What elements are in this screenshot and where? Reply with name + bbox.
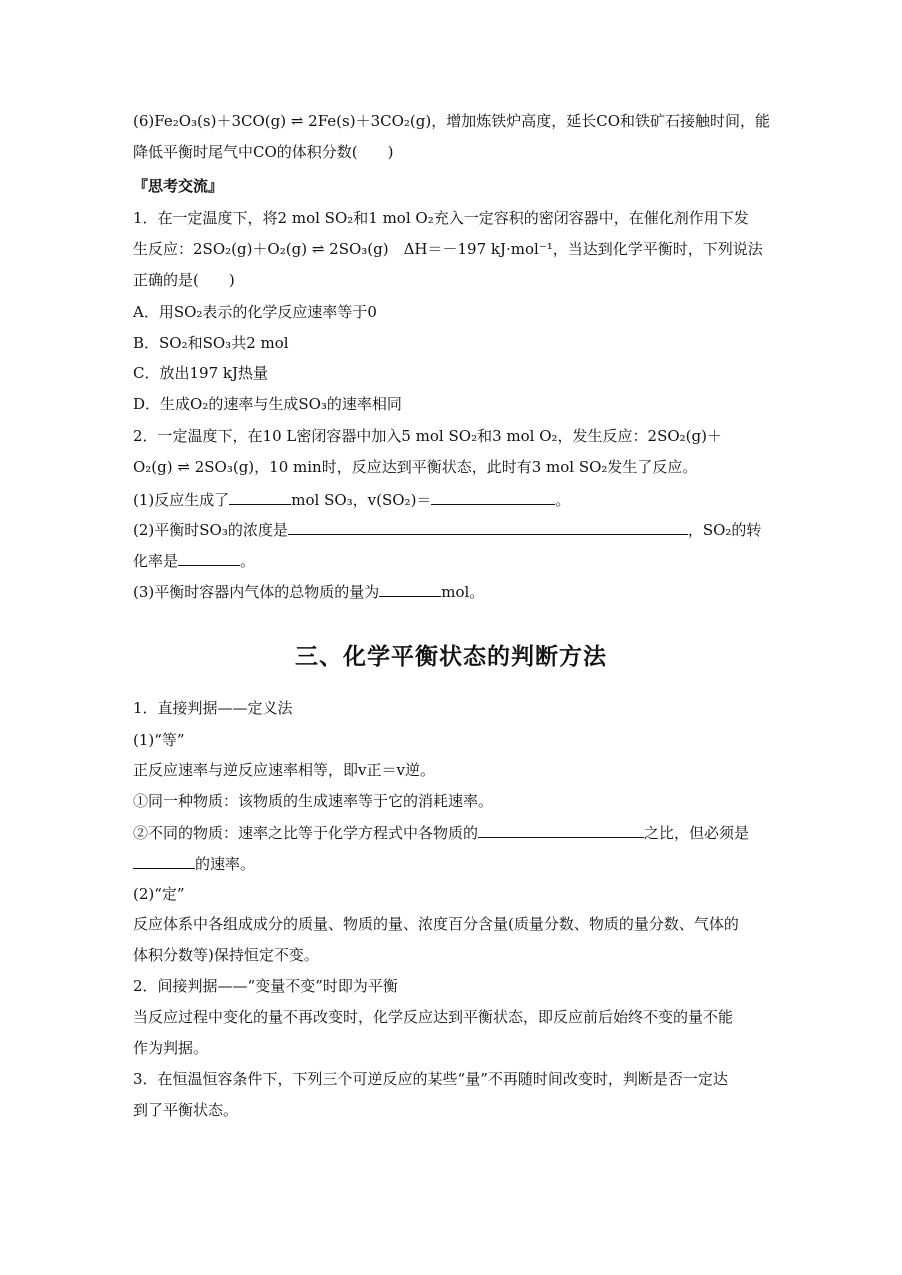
- option-d: D．生成O₂的速率与生成SO₃的速率相同: [133, 395, 402, 413]
- criterion-1-point-1: ①同一种物质：该物质的生成速率等于它的消耗速率。: [133, 792, 494, 810]
- q2-2b-end: 。: [240, 552, 256, 570]
- item-6-line-2: 降低平衡时尾气中CO的体积分数( ): [133, 143, 394, 161]
- answer-blank[interactable]: [478, 821, 644, 838]
- option-c: C．放出197 kJ热量: [133, 364, 268, 382]
- q2-1-end: 。: [555, 491, 571, 509]
- section-heading: 三、化学平衡状态的判断方法: [295, 644, 607, 670]
- question-1-line-3: 正确的是( ): [133, 271, 235, 289]
- answer-blank[interactable]: [379, 580, 441, 597]
- q2-1-prefix: (1)反应生成了: [133, 491, 230, 509]
- question-1-line-1: 1．在一定温度下，将2 mol SO₂和1 mol O₂充入一定容积的密闭容器中，在催化剂作用下发: [133, 209, 749, 227]
- criterion-1-sub-2: (2)“定”: [133, 885, 185, 903]
- criterion-1-point-2-cont: [133, 852, 773, 874]
- answer-blank[interactable]: [431, 488, 555, 505]
- answer-blank[interactable]: [178, 549, 240, 566]
- criterion-1-point-2: [133, 821, 773, 843]
- criterion-1-title: 1．直接判据——定义法: [133, 699, 293, 717]
- criterion-1-text-2b: 体积分数等)保持恒定不变。: [133, 946, 319, 964]
- question-2-part-3: [133, 580, 773, 602]
- q2-2-prefix: (2)平衡时SO₃的浓度是: [133, 521, 288, 539]
- criterion-3-text-b: 到了平衡状态。: [133, 1101, 239, 1119]
- criterion-2-title: 2．间接判据——“变量不变”时即为平衡: [133, 977, 398, 995]
- q2-3-end: mol。: [441, 583, 485, 601]
- question-2-line-2: O₂(g) ⇌ 2SO₃(g)，10 min时，反应达到平衡状态，此时有3 mol SO₂发生了反应。: [133, 458, 698, 476]
- question-2-part-1: [133, 488, 773, 510]
- criterion-3-text-a: 3．在恒温恒容条件下，下列三个可逆反应的某些“量”不再随时间改变时，判断是否一定达: [133, 1070, 728, 1088]
- section-think-title: 『思考交流』: [133, 177, 224, 195]
- criterion-1-sub-1: (1)“等”: [133, 731, 185, 749]
- point-2-cont-end: 的速率。: [195, 855, 256, 873]
- question-2-part-2-cont: [133, 549, 773, 571]
- q2-2-end: ，SO₂的转: [687, 521, 762, 539]
- criterion-1-text-2a: 反应体系中各组成成分的质量、物质的量、浓度百分含量(质量分数、物质的量分数、气体的: [133, 915, 739, 933]
- option-a: A．用SO₂表示的化学反应速率等于0: [133, 303, 377, 321]
- q2-2b-prefix: 化率是: [133, 552, 179, 570]
- answer-blank[interactable]: [133, 852, 195, 869]
- answer-blank[interactable]: [288, 518, 688, 535]
- answer-blank[interactable]: [229, 488, 291, 505]
- question-2-line-1: 2．一定温度下，在10 L密闭容器中加入5 mol SO₂和3 mol O₂，发生反应：2SO₂(g)＋: [133, 427, 722, 445]
- q2-1-middle: mol SO₃，v(SO₂)＝: [291, 491, 432, 509]
- point-2-prefix: ②不同的物质：速率之比等于化学方程式中各物质的: [133, 824, 479, 842]
- q2-3-prefix: (3)平衡时容器内气体的总物质的量为: [133, 583, 380, 601]
- point-2-end: 之比，但必须是: [644, 824, 750, 842]
- question-1-line-2: 生反应：2SO₂(g)＋O₂(g) ⇌ 2SO₃(g) ΔH＝－197 kJ·mol⁻¹，当达到化学平衡时，下列说法: [133, 240, 763, 258]
- question-2-part-2: [133, 518, 773, 540]
- item-6-line-1: (6)Fe₂O₃(s)＋3CO(g) ⇌ 2Fe(s)＋3CO₂(g)，增加炼铁炉高度，延长CO和铁矿石接触时间，能: [133, 112, 770, 130]
- criterion-2-text-b: 作为判据。: [133, 1039, 209, 1057]
- criterion-2-text-a: 当反应过程中变化的量不再改变时，化学反应达到平衡状态，即反应前后始终不变的量不能: [133, 1008, 734, 1026]
- criterion-1-text-1: 正反应速率与逆反应速率相等，即v正＝v逆。: [133, 761, 435, 779]
- option-b: B．SO₂和SO₃共2 mol: [133, 334, 289, 352]
